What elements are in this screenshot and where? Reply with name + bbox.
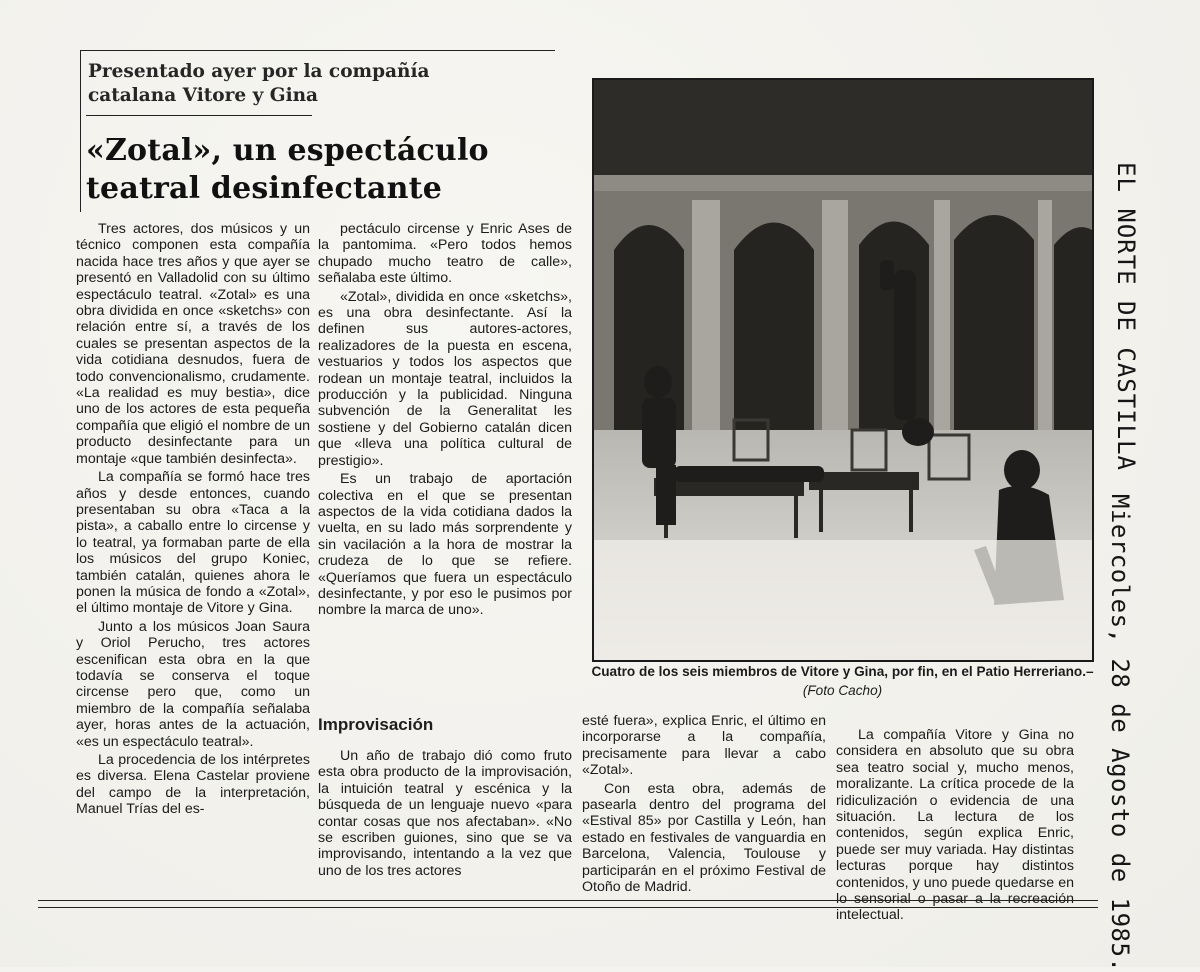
paragraph: Con esta obra, además de pasearla dentro del programa del «Estival 85» por Castilla y León, han estado en festivales de vanguardia en Barcelona, Valencia, Toulouse y participarán en el próximo Festival de Otoño de Madrid. bbox=[582, 780, 826, 896]
article-headline: «Zotal», un espectáculo teatral desinfectante bbox=[86, 133, 489, 206]
left-frame-rule bbox=[80, 50, 81, 212]
photo-caption bbox=[580, 662, 1105, 700]
article-photo bbox=[592, 78, 1094, 662]
section-subhead: Improvisación bbox=[318, 715, 434, 734]
paragraph: esté fuera», explica Enric, el último en incorporarse a la compañía, precisamente para llevar a cabo «Zotal». bbox=[582, 713, 826, 779]
caption-text: Cuatro de los seis miembros de Vitore y Gina, por fin, en el Patio Herreriano.– bbox=[591, 664, 1094, 679]
paragraph: La compañía se formó hace tres años y desde entonces, cuando presentaban su obra «Taca a la pista», a caballo entre lo circense y lo teatral, ya formaban parte de ella los músicos del grupo Koniec, también catalán, quienes ahora le ponen la música de fondo a «Zotal», el último montaje de Vitore y Gina. bbox=[76, 469, 310, 617]
publication-dateline: Miercoles, 28 de Agosto de 1985. bbox=[1106, 494, 1134, 972]
paragraph: Tres actores, dos músicos y un técnico componen esta compañía nacida hace tres años y que ayer se presentó en Valladolid con su último espectáculo teatral. «Zotal» es una obra dividida en once «sketchs» con relación entre sí, a través de los cuales se presentan aspectos de la vida cotidiana desnudos, fuera de todo convencionalismo, crudamente. «La realidad es muy bestia», dice uno de los actores de esta pequeña compañía que eligió el nombre de un producto desinfectante para un montaje «que también desinfecta». bbox=[76, 221, 310, 467]
article-column-1 bbox=[76, 221, 310, 818]
article-kicker: Presentado ayer por la compañía catalana Vitore y Gina bbox=[88, 61, 430, 106]
paragraph: «Zotal», dividida en once «sketchs», es una obra desinfectante. Así la definen sus autores-actores, realizadores de la puesta en escena, vestuarios y todos los aspectos que rodean un montaje teatral, incluidos la producción y la publicidad. Ninguna subvención de la Generalitat les sostiene y del Gobierno catalán dicen que «lleva una política cultural de prestigio». bbox=[318, 288, 572, 469]
article-column-4 bbox=[836, 727, 1074, 924]
bottom-rule bbox=[38, 900, 1098, 901]
newspaper-name: EL NORTE DE CASTILLA bbox=[1112, 162, 1140, 471]
paragraph: Es un trabajo de aportación colectiva en el que se presentan aspectos de la vida cotidiana dados la vuelta, en su lado más sorprendente y sin vacilación a la hora de mostrar la crudeza de lo que se refiere. «Queríamos que fuera un espectáculo desinfectante, y por eso le pusimos por nombre la marca de uno». bbox=[318, 471, 572, 619]
photo-credit: (Foto Cacho) bbox=[802, 683, 883, 698]
bottom-rule-double bbox=[38, 907, 1098, 908]
paragraph: Junto a los músicos Joan Saura y Oriol Perucho, tres actores escenifican esta obra en la que todavía se conserva el toque circense pero que, como un miembro de la compañía señalaba ayer, horas antes de la actuación, «es un espectáculo teatral». bbox=[76, 618, 310, 750]
paragraph: La compañía Vitore y Gina no considera en absoluto que su obra sea teatro social y, mucho menos, moralizante. La crítica procede de la ridiculización o evidencia de una situación. La lectura de los contenidos, según explica Enric, puede ser muy variada. Hay distintas lecturas porque hay distintos contenidos, y uno puede quedarse en lo sensorial o pasar a la recreación intelectual. bbox=[836, 727, 1074, 924]
article-column-3 bbox=[582, 713, 826, 895]
article-column-2-continued bbox=[318, 748, 572, 879]
paragraph: pectáculo circense y Enric Ases de la pantomima. «Pero todos hemos chupado mucho teatro de calle», señalaba este último. bbox=[318, 221, 572, 287]
paragraph: Un año de trabajo dió como fruto esta obra producto de la improvisación, la intuición teatral y escénica y la búsqueda de un lenguaje nuevo «para contar cosas que nos afectaban». «No se escriben guiones, sino que se va improvisando, intentando a la vez que uno de los tres actores bbox=[318, 748, 572, 879]
top-rule bbox=[80, 50, 555, 51]
paragraph: La procedencia de los intérpretes es diversa. Elena Castelar proviene del campo de la interpretación, Manuel Trías del es- bbox=[76, 752, 310, 818]
photo-patio-herreriano bbox=[594, 80, 1092, 660]
article-column-2 bbox=[318, 221, 572, 619]
kicker-underline bbox=[86, 115, 312, 116]
